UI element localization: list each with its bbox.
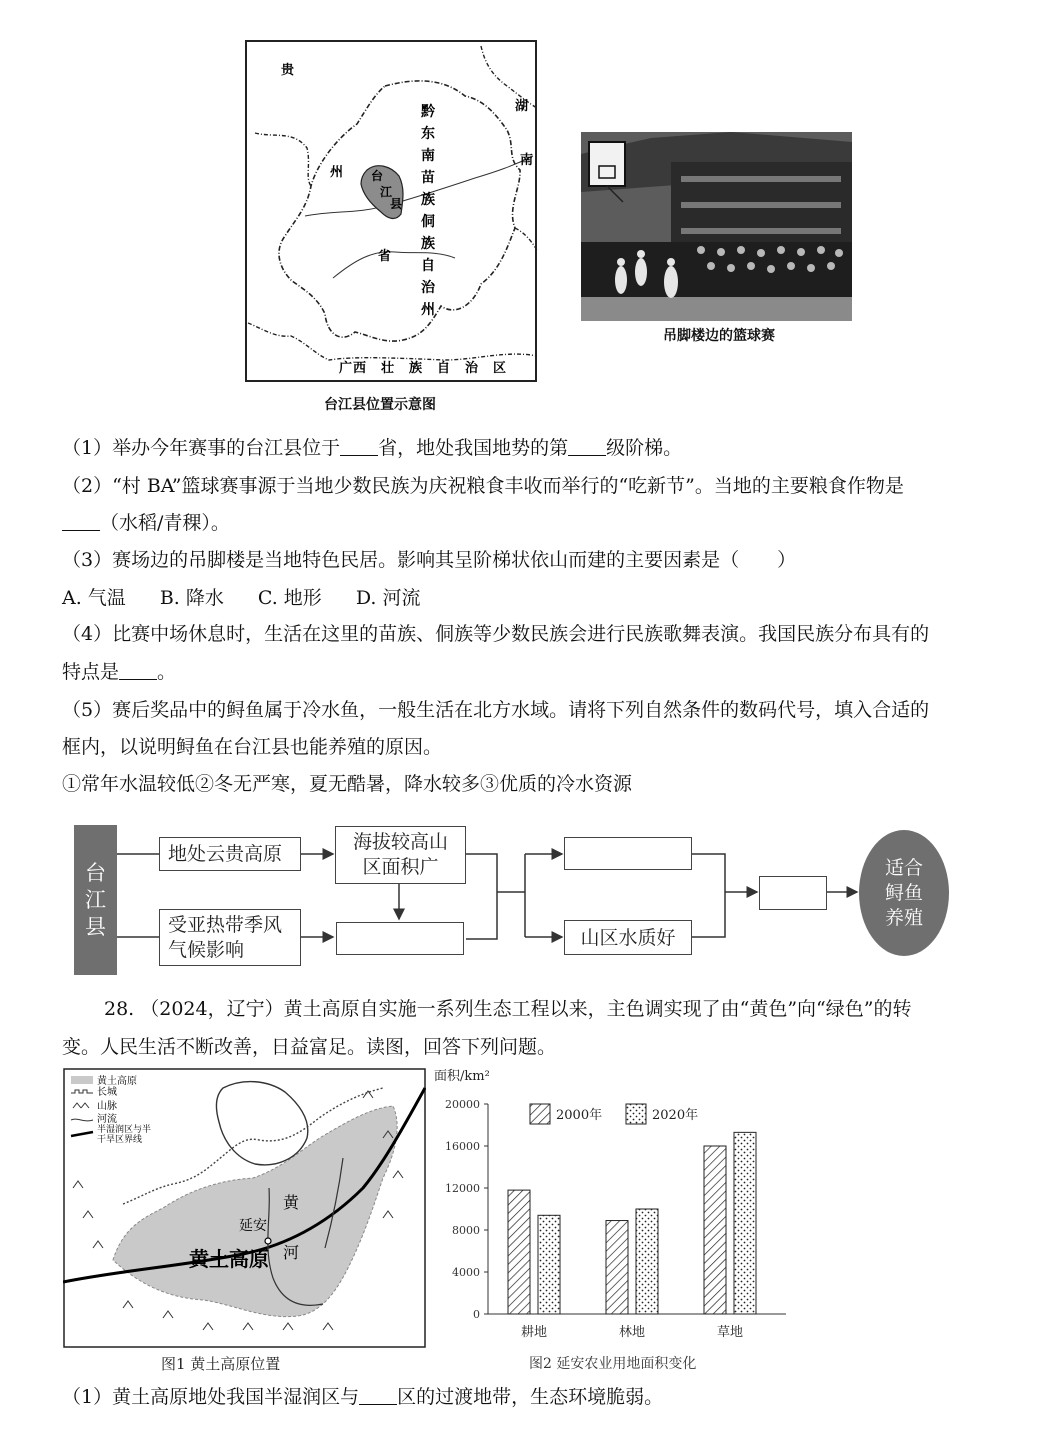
question-4-line2: 特点是 。 [62,661,177,683]
flow-result-oval: 适合鲟鱼养殖 [859,830,949,956]
bar-草地-2020年 [734,1132,756,1314]
flow-origin-taijiang: 台江县 [74,825,117,975]
land-use-bar-chart [428,1064,798,1354]
x-category-label: 林地 [618,1325,646,1340]
y-axis-label: 面积/km² [434,1069,490,1084]
y-tick-label: 0 [473,1308,480,1321]
y-tick-label: 16000 [445,1140,480,1153]
label-sheng: 省 [378,249,392,264]
legend-river: 河流 [97,1114,117,1125]
legend-label: 2000年 [556,1108,603,1123]
legend-label: 2020年 [652,1108,699,1123]
guangxi-label: 广西 壮 族 自 治 区 [339,361,507,376]
label-loess-plateau: 黄土高原 [189,1247,269,1271]
option-a[interactable]: A. 气温 [62,587,126,609]
label-yanan: 延安 [239,1218,267,1234]
flow-blank-box-1[interactable] [336,922,464,955]
flow-box-plateau: 地处云贵高原 [159,837,301,871]
question-5-line1: （5）赛后奖品中的鲟鱼属于冷水鱼，一般生活在北方水域。请将下列自然条件的数码代号，填入合适的 [62,699,930,721]
legend-swatch [626,1104,646,1124]
option-b[interactable]: B. 降水 [159,587,224,609]
question-3: （3）赛场边的吊脚楼是当地特色民居。影响其呈阶梯状依山而建的主要因素是（ ） [62,549,797,571]
legend-boundary: 半湿润区与半干旱区界线 [97,1125,152,1145]
svg-text:县: 县 [390,197,403,211]
question-5-line2: 框内，以说明鲟鱼在台江县也能养殖的原因。 [62,736,443,758]
legend-great-wall: 长城 [97,1087,117,1098]
question-28-line1: 28. （2024，辽宁）黄土高原自实施一系列生态工程以来，主色调实现了由“黄色”向“绿色”的转 [104,998,912,1020]
question-2-line2: （水稻/青稞）。 [62,511,230,535]
label-he: 河 [283,1243,300,1262]
bar-草地-2000年 [704,1146,726,1314]
bar-耕地-2000年 [508,1190,530,1314]
question-2-line1: （2）“村 BA”篮球赛事源于当地少数民族为庆祝粮食丰收而举行的“吃新节”。当地的主要粮食作物是 [62,475,904,497]
legend-loess: 黄土高原 [97,1076,137,1087]
map1-caption: 台江县位置示意图 [324,397,436,413]
bar-林地-2000年 [606,1221,628,1314]
flow-box-altitude: 海拔较高山区面积广 [335,826,466,884]
x-category-label: 草地 [716,1325,744,1340]
label-huang: 黄 [283,1193,300,1212]
option-c[interactable]: C. 地形 [257,587,322,609]
y-tick-label: 12000 [445,1182,480,1195]
flow-blank-box-2[interactable] [564,837,692,870]
flow-box-water-quality: 山区水质好 [564,920,692,955]
photo-caption: 吊脚楼边的篮球赛 [663,328,775,344]
question-28-line2: 变。人民生活不断改善，日益富足。读图，回答下列问题。 [62,1036,557,1058]
label-nan: 南 [520,153,534,168]
county-label-1: 台 [371,169,384,183]
chart-caption: 图2 延安农业用地面积变化 [529,1356,697,1372]
question-28-1: （1）黄土高原地处我国半湿润区与 区的过渡地带，生态环境脆弱。 [62,1386,664,1408]
answer-blank[interactable] [359,1387,397,1405]
question-4-line1: （4）比赛中场休息时，生活在这里的苗族、侗族等少数民族会进行民族歌舞表演。我国民族分布具有的 [62,623,930,645]
legend-mountain: 山脉 [97,1101,117,1112]
legend-swatch [530,1104,550,1124]
flow-blank-box-3[interactable] [759,876,827,910]
flow-box-monsoon: 受亚热带季风气候影响 [159,909,301,966]
svg-text:江: 江 [380,185,393,199]
y-tick-label: 4000 [452,1266,480,1279]
question-1: （1）举办今年赛事的台江县位于 省，地处我国地势的第 级阶梯。 [62,437,683,459]
x-category-label: 耕地 [520,1325,548,1340]
loess-plateau-map [63,1068,426,1348]
bar-耕地-2020年 [538,1215,560,1314]
label-zhou: 州 [330,165,344,180]
y-tick-label: 20000 [445,1098,480,1111]
question-5-line3: ①常年水温较低②冬无严寒，夏无酷暑，降水较多③优质的冷水资源 [62,773,633,795]
y-tick-label: 8000 [452,1224,480,1237]
label-gui: 贵 [281,63,295,78]
bar-林地-2020年 [636,1209,658,1314]
map2-caption: 图1 黄土高原位置 [161,1355,281,1373]
option-d[interactable]: D. 河流 [355,587,421,609]
label-hu: 湖 [515,99,529,114]
prefecture-label: 黔东南苗族侗族自治州 [421,104,435,318]
